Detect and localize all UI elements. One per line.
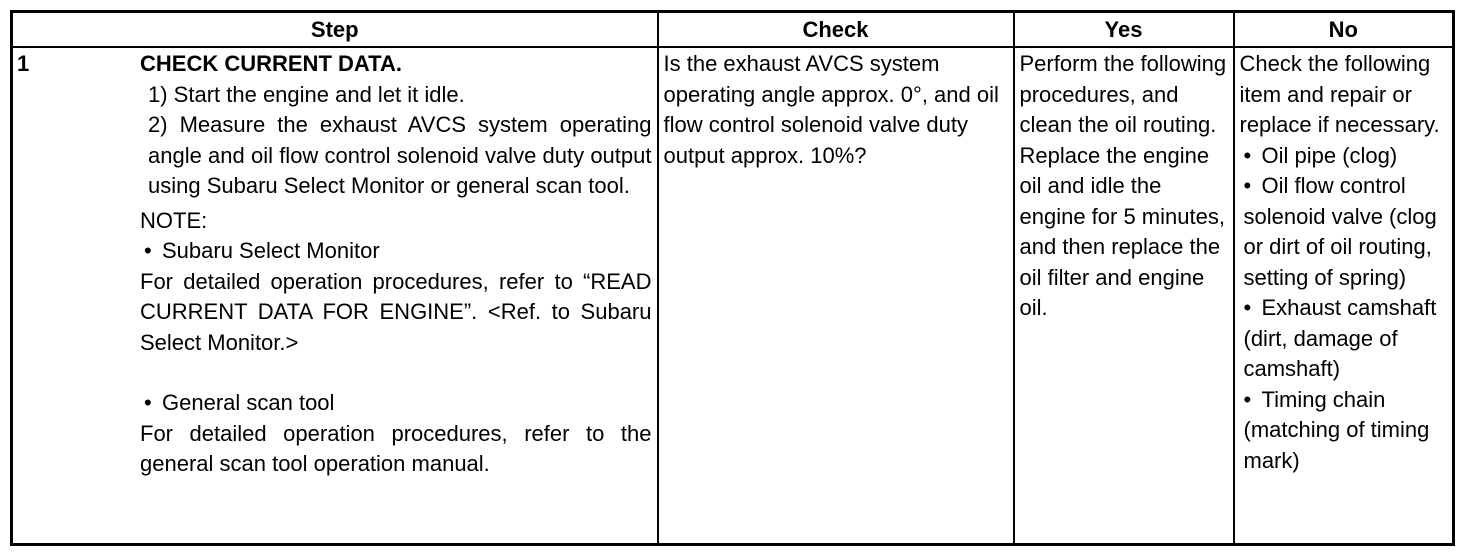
step-cell	[12, 47, 658, 545]
bullet-icon: •	[1243, 295, 1252, 320]
bullet-icon: •	[144, 390, 152, 415]
no-item-text: Timing chain (matching of timing mark)	[1243, 386, 1430, 473]
no-item-text: Oil flow control solenoid valve (clog or dirt of oil routing, setting of spring)	[1243, 173, 1437, 290]
no-item-text: Oil pipe (clog)	[1261, 142, 1398, 168]
no-item-2	[1240, 171, 1448, 293]
no-intro: Check the following item and repair or replace if necessary.	[1239, 51, 1440, 137]
header-check: Check	[658, 12, 1014, 48]
yes-cell	[1014, 47, 1234, 545]
no-cell	[1234, 47, 1454, 545]
note-label-1: Subaru Select Monitor	[162, 238, 380, 263]
bullet-icon: •	[1243, 142, 1252, 168]
substep-1: 1) Start the engine and let it idle.	[148, 81, 465, 107]
substep-2: 2) Measure the exhaust AVCS system operating angle and oil flow control solenoid valve duty output using Subaru Select Monitor or general scan tool.	[148, 112, 652, 198]
bullet-icon: •	[1243, 386, 1252, 412]
step-title: CHECK CURRENT DATA.	[140, 51, 402, 76]
note-bullet-1	[140, 236, 652, 267]
note-text-1: For detailed operation procedures, refer to “READ CURRENT DATA FOR ENGINE”. <Ref. to Subaru Select Monitor.>	[140, 268, 652, 355]
yes-text-1: Perform the following procedures, and clean the oil routing.	[1019, 51, 1227, 137]
no-item-text: Exhaust camshaft (dirt, damage of camshaft)	[1243, 295, 1437, 381]
bullet-icon: •	[144, 238, 152, 263]
no-item-1	[1240, 141, 1448, 172]
header-yes: Yes	[1014, 12, 1234, 48]
note-bullet-2	[140, 388, 652, 419]
header-row	[12, 12, 1454, 48]
yes-text-2: Replace the engine oil and idle the engine for 5 minutes, and then replace the oil filter and engine oil.	[1019, 142, 1225, 320]
no-item-4	[1240, 385, 1448, 477]
bullet-icon: •	[1243, 173, 1252, 198]
step-body	[140, 49, 652, 480]
step-number: 1	[17, 51, 30, 76]
header-step: Step	[12, 12, 658, 48]
note-text-2: For detailed operation procedures, refer to the general scan tool operation manual.	[140, 420, 652, 476]
no-item-3	[1240, 293, 1448, 385]
table-row	[12, 47, 1454, 545]
check-cell	[658, 47, 1014, 545]
procedure-table	[10, 10, 1455, 546]
header-no: No	[1234, 12, 1454, 48]
note-label-2: General scan tool	[162, 390, 335, 415]
note-label: NOTE:	[140, 207, 208, 233]
check-text: Is the exhaust AVCS system operating angle approx. 0°, and oil flow control solenoid valve duty output approx. 10%?	[663, 51, 999, 168]
